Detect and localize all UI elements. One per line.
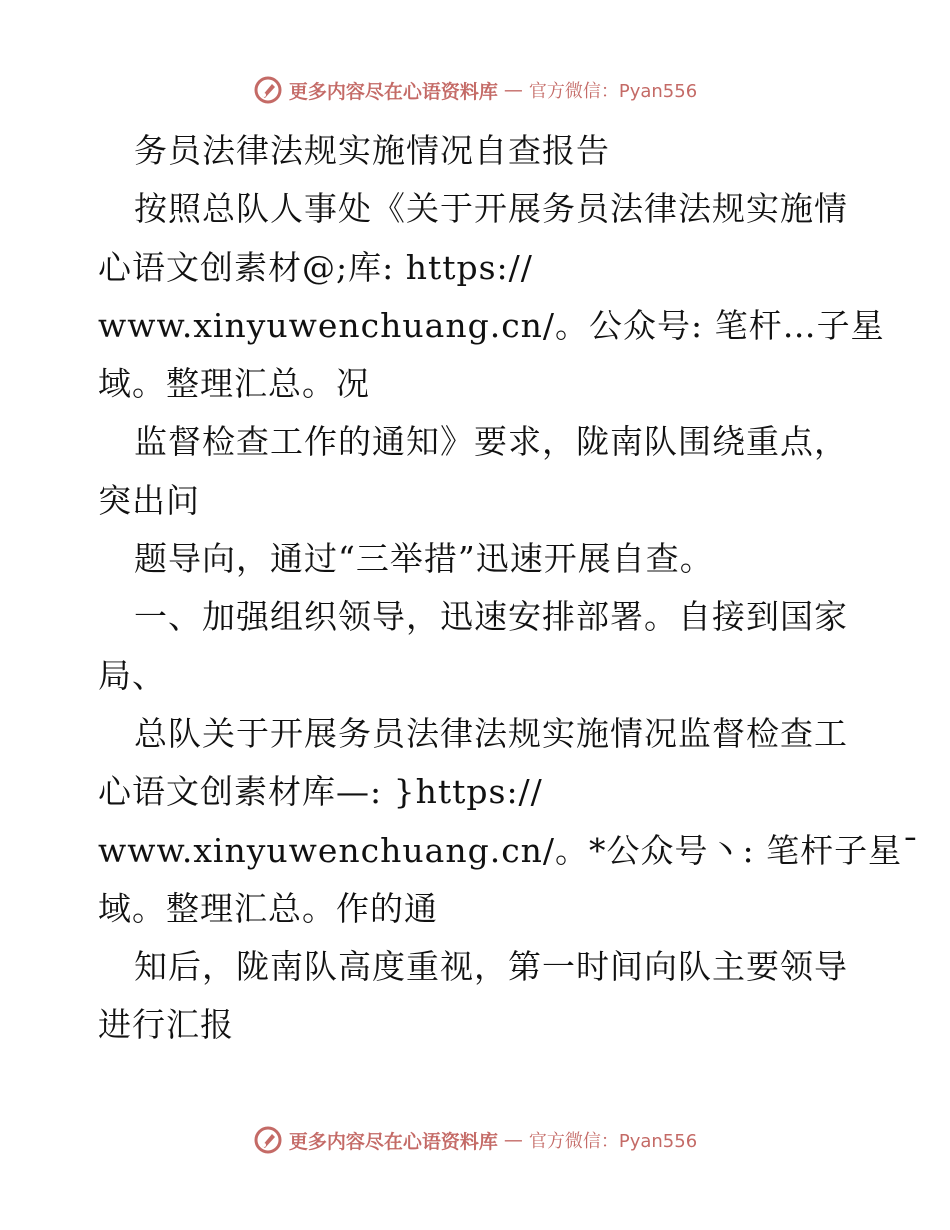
footer-banner (0, 1122, 950, 1158)
pen-nib-logo-icon (253, 75, 283, 105)
paragraph-line: 突出问 (98, 480, 200, 520)
paragraph-line: 心语文创素材库—: }https:// (98, 772, 543, 812)
banner-main-text: 更多内容尽在心语资料库 (288, 1130, 498, 1153)
paragraph-line: 局、 (98, 655, 166, 695)
header-banner (0, 72, 950, 108)
banner-main-text: 更多内容尽在心语资料库 (288, 80, 498, 103)
paragraph-line: 题导向，通过“三举措”迅速开展自查。 (134, 539, 714, 579)
paragraph-line: 心语文创素材@;库: https:// (98, 247, 533, 287)
banner-dash: — (503, 1129, 523, 1151)
document-body (98, 122, 920, 1055)
paragraph-line: 知后，陇南队高度重视，第一时间向队主要领导 (134, 947, 848, 987)
paragraph-line: www.xinyuwenchuang.cn/。*公众号丶: 笔杆子星¯ (98, 830, 920, 870)
paragraph-line: 进行汇报 (98, 1005, 234, 1045)
document-title: 务员法律法规实施情况自查报告 (134, 131, 610, 170)
paragraph-line: 域。整理汇总。作的通 (98, 888, 438, 928)
pen-nib-logo-icon (253, 1125, 283, 1155)
paragraph-line: 按照总队人事处《关于开展务员法律法规实施情 (134, 189, 848, 229)
banner-dash: — (503, 79, 523, 101)
paragraph-line: www.xinyuwenchuang.cn/。公众号: 笔杆…子星 (98, 305, 885, 345)
banner-wechat-text: 官方微信：Pyan556 (528, 1131, 698, 1152)
paragraph-line: 域。整理汇总。况 (98, 364, 370, 404)
paragraph-line: 总队关于开展务员法律法规实施情况监督检查工 (134, 713, 848, 753)
banner-wechat-text: 官方微信：Pyan556 (528, 81, 698, 102)
paragraph-line: 监督检查工作的通知》要求，陇南队围绕重点， (134, 422, 848, 462)
paragraph-line: 一、加强组织领导，迅速安排部署。自接到国家 (134, 597, 848, 637)
